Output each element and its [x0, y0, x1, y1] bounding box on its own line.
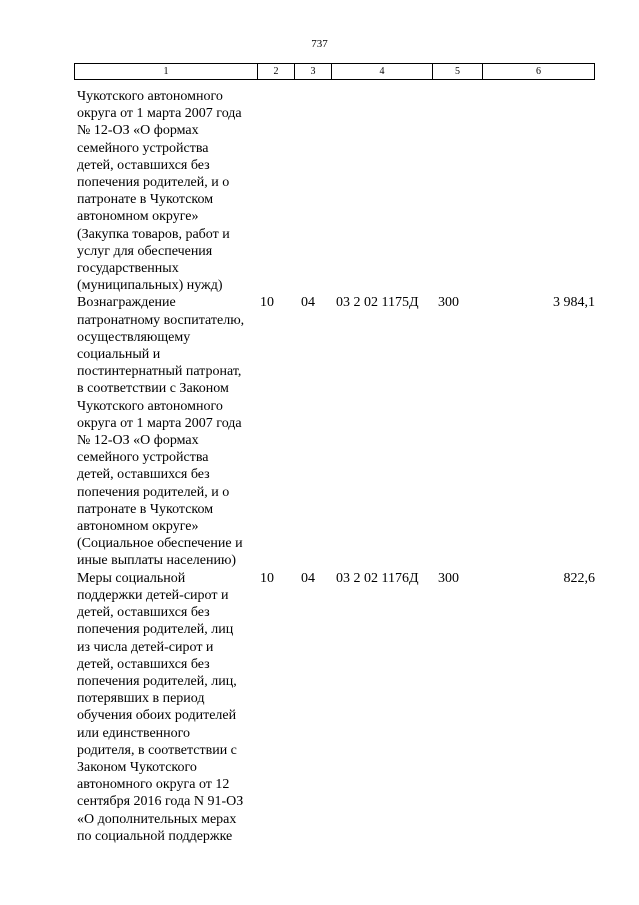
table-row: [77, 88, 597, 294]
row-subsection: 04: [301, 570, 315, 586]
row-type: 300: [438, 295, 459, 311]
column-header-1: 1: [75, 64, 258, 80]
row-section: 10: [260, 570, 274, 586]
row-amount: 822,6: [563, 570, 595, 586]
table-row: [77, 570, 597, 845]
row-description: Чукотского автономного округа от 1 марта 2007 года № 12-ОЗ «О формах семейного устройства детей, оставшихся без попечения родителей, и о патронате в Чукотском автономном округе» (Закупка товаров, работ и услуг для обеспечения государственных (муниципальных) нужд): [77, 89, 242, 294]
column-header-2: 2: [258, 64, 295, 80]
column-header-row: [75, 64, 595, 80]
row-description: Меры социальной поддержки детей-сирот и детей, оставшихся без попечения родителей, лиц из числа детей-сирот и детей, оставшихся без попечения родителей, лиц, потерявших в период обучения обоих родителей или единственного родителя, в соответствии с Законом Чукотского автономного округа от 12 сентября 2016 года N 91-ОЗ «О дополнительных мерах по социальной поддержке: [77, 570, 244, 844]
row-section: 10: [260, 295, 274, 311]
column-header-6: 6: [483, 64, 595, 80]
row-type: 300: [438, 570, 459, 586]
row-subsection: 04: [301, 295, 315, 311]
column-header-table: [74, 63, 595, 80]
row-code: 03 2 02 1176Д: [336, 570, 419, 586]
row-description: Вознаграждение патронатному воспитателю, осуществляющему социальный и постинтернатный патронат, в соответствии с Законом Чукотского автономного округа от 1 марта 2007 года № 12-ОЗ «О формах семейного устройства детей, оставшихся без попечения родителей, и о патронате в Чукотском автономном округе» (Социальное обеспечение и иные выплаты населению): [77, 295, 245, 569]
page-number: 737: [311, 38, 328, 50]
row-code: 03 2 02 1175Д: [336, 295, 419, 311]
table-row: [77, 294, 597, 569]
column-header-3: 3: [295, 64, 332, 80]
column-header-5: 5: [433, 64, 483, 80]
budget-entries: [77, 88, 597, 845]
column-header-4: 4: [332, 64, 433, 80]
row-amount: 3 984,1: [553, 295, 595, 311]
